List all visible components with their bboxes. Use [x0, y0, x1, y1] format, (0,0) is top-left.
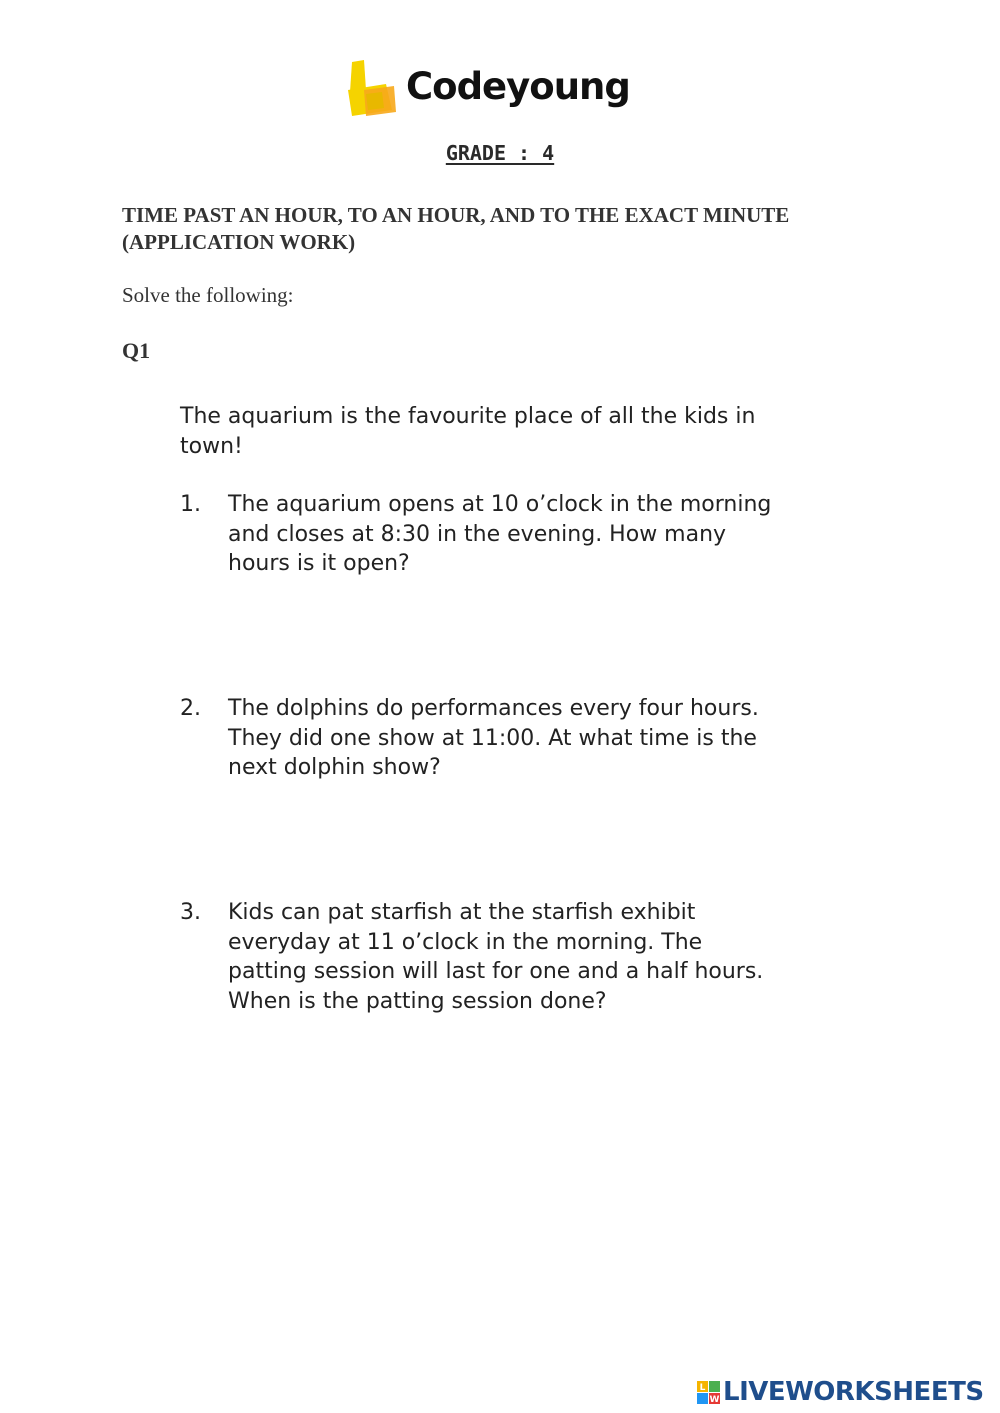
icon-letter: L	[699, 1383, 706, 1393]
intro-line: The aquarium is the favourite place of all the kids in	[180, 404, 756, 429]
problem-line: next dolphin show?	[228, 755, 441, 780]
problem-line: everyday at 11 o’clock in the morning. The	[228, 929, 703, 955]
problem-number: 2.	[180, 696, 201, 721]
problem-line: The dolphins do performances every four hours.	[228, 696, 759, 721]
worksheet-title	[122, 202, 922, 256]
problem-text	[228, 898, 818, 1016]
grade-label: GRADE : 4	[445, 141, 555, 165]
problem-number: 1.	[180, 492, 201, 517]
problem-text	[228, 490, 818, 579]
liveworksheets-logo-icon	[697, 1381, 721, 1405]
title-line: (APPLICATION WORK)	[122, 230, 356, 254]
problem-line: The aquarium opens at 10 o’clock in the morning	[228, 492, 772, 517]
brand-name: Codeyoung	[406, 65, 630, 108]
liveworksheets-footer	[697, 1377, 997, 1411]
icon-letter: W	[709, 1395, 720, 1405]
problem-line: and closes at 8:30 in the evening. How many	[228, 521, 727, 547]
title-line: TIME PAST AN HOUR, TO AN HOUR, AND TO THE EXACT MINUTE	[122, 203, 790, 227]
problem-line: Kids can pat starfish at the starfish exhibit	[228, 900, 696, 925]
question-intro	[180, 402, 800, 461]
instruction-text: Solve the following:	[122, 283, 294, 307]
question-label: Q1	[122, 338, 151, 363]
problem-line: They did one show at 11:00. At what time is the	[228, 725, 757, 751]
problem-line: patting session will last for one and a half hours.	[228, 959, 764, 984]
problem-line: hours is it open?	[228, 551, 410, 576]
codeyoung-logo	[344, 60, 664, 124]
intro-line: town!	[180, 433, 243, 459]
codeyoung-logo-mark-icon	[344, 60, 400, 118]
problem-number: 3.	[180, 900, 201, 925]
liveworksheets-brand: LIVEWORKSHEETS	[723, 1377, 984, 1407]
problem-text	[228, 694, 818, 783]
problem-line: When is the patting session done?	[228, 988, 607, 1014]
